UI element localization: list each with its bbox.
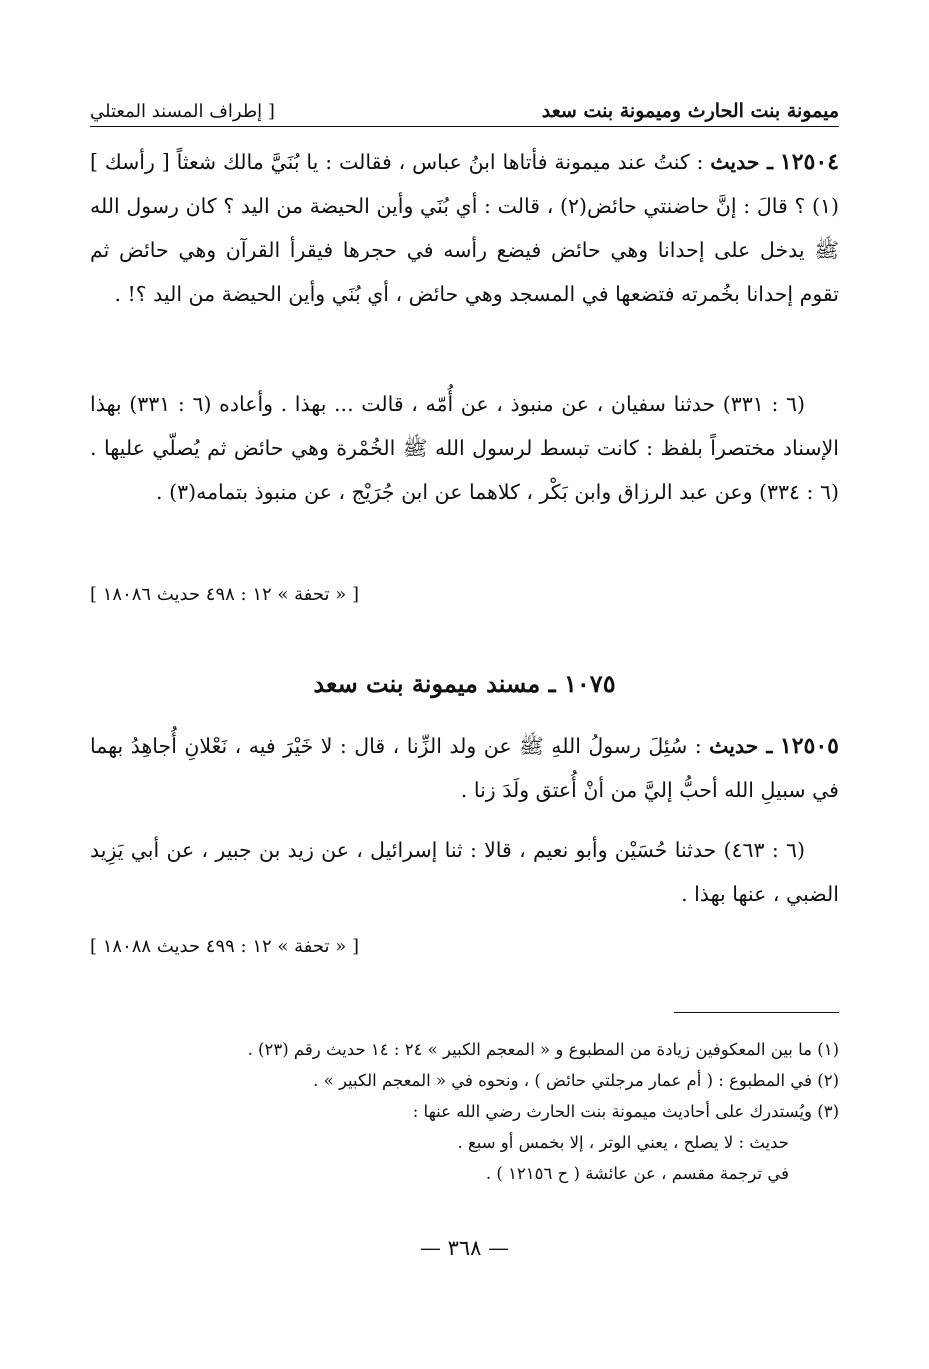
document-page [90, 0, 839, 1369]
tuhfa-reference-2: [ « تحفة » ١٢ : ٤٩٩ حديث ١٨٠٨٨ ] [90, 936, 359, 957]
hadith-body: : سُئِلَ رسولُ اللهِ ﷺ عن ولد الزِّنا ، قال : لا خَيْرَ فيه ، نَعْلانِ أُجاهِدُ بهما في سبيلِ الله أحبُّ إليَّ من أنْ أُعتق ولَدَ زنا . [90, 734, 839, 802]
hadith-number: ١٢٥٠٤ [779, 149, 839, 175]
footnote-2: (٢) في المطبوع : ( أم عمار مرجلتي حائض ) ، ونحوه في « المعجم الكبير » . [313, 1071, 839, 1090]
hadith-12504 [90, 140, 839, 316]
footnote-1: (١) ما بين المعكوفين زيادة من المطبوع و « المعجم الكبير » ٢٤ : ١٤ حديث رقم (٢٣) . [247, 1040, 839, 1059]
isnad-text: (٦ : ٤٦٣) حدثنا حُسَيْن وأبو نعيم ، قالا : ثنا إسرائيل ، عن زيد بن جبير ، عن أبي يَزِيد الضبي ، عنها بهذا . [90, 838, 839, 906]
hadith-12504-isnad [90, 382, 839, 514]
hadith-number: ١٢٥٠٥ [779, 733, 839, 759]
footnote-3: (٣) ويُستدرك على أحاديث ميمونة بنت الحارث رضي الله عنها : [412, 1102, 839, 1121]
tuhfa-reference-1: [ « تحفة » ١٢ : ٤٩٨ حديث ١٨٠٨٦ ] [90, 584, 359, 605]
footnote-divider [674, 1012, 839, 1013]
hadith-12505 [90, 724, 839, 812]
isnad-text: (٦ : ٣٣١) حدثنا سفيان ، عن منبوذ ، عن أُمّه ، قالت ... بهذا . وأعاده (٦ : ٣٣١) بهذا الإسناد مختصراً بلفظ : كانت تبسط لرسول الله ﷺ الخُمْرة وهي حائض ثم يُصلّي عليها . (٦ : ٣٣٤) وعن عبد الرزاق وابن بَكْر ، كلاهما عن ابن جُرَيْج ، عن منبوذ بتمامه(٣) . [90, 392, 839, 504]
hadith-label: ـ حديث [709, 734, 773, 758]
footnote-3-line-2: حديث : لا يصلح ، يعني الوتر ، إلا بخمس أو سبع . [457, 1133, 789, 1152]
chapter-title: ميمونة بنت الحارث وميمونة بنت سعد [541, 100, 839, 122]
hadith-body: : كنتُ عند ميمونة فأتاها ابنُ عباس ، فقالت : يا بُنَيَّ مالك شعثاً [ رأسك ](١) ؟ قالَ : إنَّ حاضنتي حائض(٢) ، قالت : أي بُنَي وأين الحيضة من اليد ؟ كان رسول الله ﷺ يدخل على إحدانا وهي حائض فيضع رأسه في حجرها فيقرأ القرآن وهي حائض ثم تقوم إحدانا بخُمرته فتضعها في المسجد وهي حائض ، أي بُنَي وأين الحيضة من اليد ؟! . [90, 150, 839, 306]
musnad-heading: ١٠٧٥ ـ مسند ميمونة بنت سعد [313, 669, 616, 698]
running-header [90, 86, 839, 127]
footnotes [90, 1034, 839, 1189]
page-number: — ٣٦٨ — [419, 1236, 510, 1260]
hadith-text [90, 140, 839, 316]
hadith-label: ـ حديث [710, 150, 774, 174]
book-title: [ إطراف المسند المعتلي [90, 101, 275, 122]
hadith-12505-isnad [90, 828, 839, 916]
footnote-3-line-3: في ترجمة مقسم ، عن عائشة ( ح ١٢١٥٦ ) . [485, 1164, 789, 1183]
hadith-text [90, 724, 839, 812]
